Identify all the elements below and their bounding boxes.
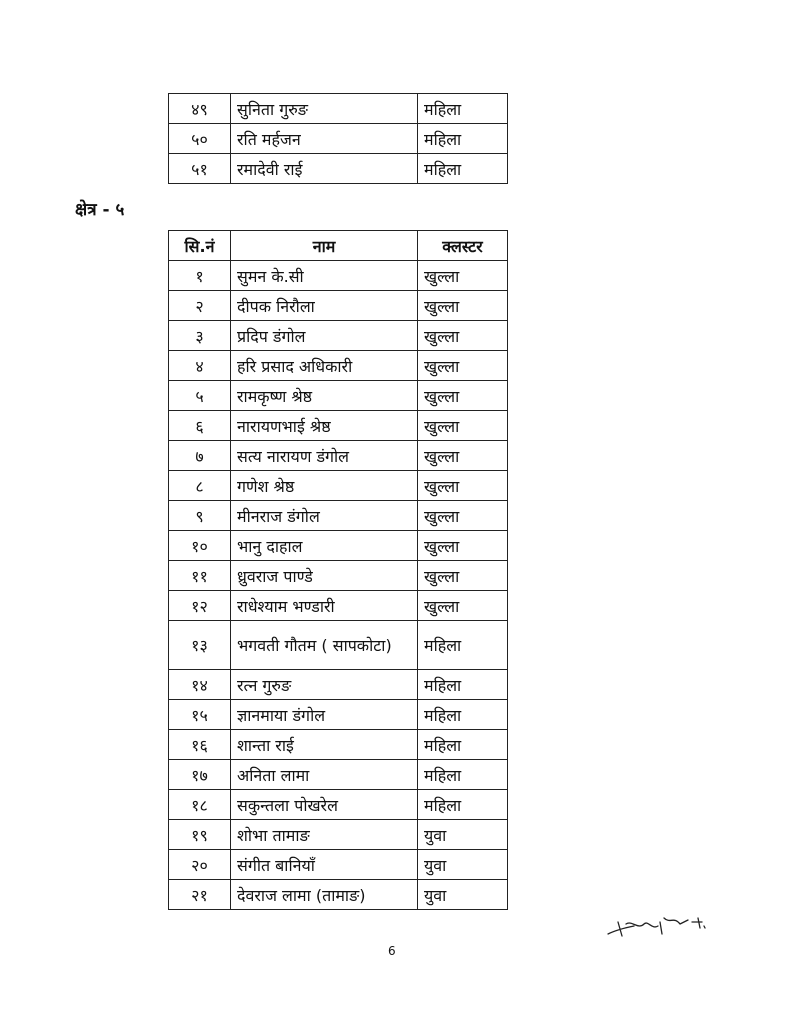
serial-number: २०	[169, 850, 231, 880]
table-row	[169, 94, 508, 124]
serial-number: ५१	[169, 154, 231, 184]
table-row	[169, 124, 508, 154]
member-cluster: खुल्ला	[418, 561, 508, 591]
table-row	[169, 561, 508, 591]
serial-number: ५०	[169, 124, 231, 154]
serial-number: १५	[169, 700, 231, 730]
member-cluster: खुल्ला	[418, 351, 508, 381]
member-cluster: युवा	[418, 880, 508, 910]
member-name: सकुन्तला पोखरेल	[231, 790, 418, 820]
serial-number: ८	[169, 471, 231, 501]
serial-number: २	[169, 291, 231, 321]
member-cluster: खुल्ला	[418, 321, 508, 351]
member-name: ध्रुवराज पाण्डे	[231, 561, 418, 591]
continued-member-table	[168, 93, 508, 184]
member-name: हरि प्रसाद अधिकारी	[231, 351, 418, 381]
member-name: रमादेवी राई	[231, 154, 418, 184]
table-row	[169, 351, 508, 381]
member-cluster: युवा	[418, 850, 508, 880]
table-row	[169, 261, 508, 291]
table-row	[169, 760, 508, 790]
serial-number: १३	[169, 621, 231, 670]
member-name: अनिता लामा	[231, 760, 418, 790]
member-name: मीनराज डंगोल	[231, 501, 418, 531]
table-header-row	[169, 231, 508, 261]
member-cluster: खुल्ला	[418, 291, 508, 321]
member-name: राधेश्याम भण्डारी	[231, 591, 418, 621]
member-cluster: खुल्ला	[418, 501, 508, 531]
serial-number: ११	[169, 561, 231, 591]
member-cluster: युवा	[418, 820, 508, 850]
member-name: ज्ञानमाया डंगोल	[231, 700, 418, 730]
table-row	[169, 790, 508, 820]
table-row	[169, 291, 508, 321]
member-cluster: महिला	[418, 760, 508, 790]
serial-number: १९	[169, 820, 231, 850]
serial-number: ३	[169, 321, 231, 351]
serial-number: १६	[169, 730, 231, 760]
section-5-member-table	[168, 230, 508, 910]
table-row	[169, 501, 508, 531]
member-cluster: खुल्ला	[418, 441, 508, 471]
table-row	[169, 471, 508, 501]
serial-number: १४	[169, 670, 231, 700]
table-row	[169, 730, 508, 760]
member-name: शोभा तामाङ	[231, 820, 418, 850]
member-name: नारायणभाई श्रेष्ठ	[231, 411, 418, 441]
serial-number: ७	[169, 441, 231, 471]
serial-number: ६	[169, 411, 231, 441]
member-cluster: महिला	[418, 790, 508, 820]
table-row	[169, 880, 508, 910]
table-row	[169, 381, 508, 411]
member-name: संगीत बानियाँ	[231, 850, 418, 880]
serial-number: १०	[169, 531, 231, 561]
column-header-name: नाम	[231, 231, 418, 261]
table-row	[169, 321, 508, 351]
serial-number: १२	[169, 591, 231, 621]
member-name: प्रदिप डंगोल	[231, 321, 418, 351]
member-name: दीपक निरौला	[231, 291, 418, 321]
table-row	[169, 411, 508, 441]
table-row	[169, 154, 508, 184]
member-name: सुनिता गुरुङ	[231, 94, 418, 124]
column-header-cluster: क्लस्टर	[418, 231, 508, 261]
member-name: भानु दाहाल	[231, 531, 418, 561]
member-cluster: महिला	[418, 94, 508, 124]
member-name: भगवती गौतम ( सापकोटा)	[231, 621, 418, 670]
member-cluster: महिला	[418, 730, 508, 760]
member-name: शान्ता राई	[231, 730, 418, 760]
member-name: देवराज लामा (तामाङ)	[231, 880, 418, 910]
serial-number: ९	[169, 501, 231, 531]
member-name: सत्य नारायण डंगोल	[231, 441, 418, 471]
column-header-serial: सि.नं	[169, 231, 231, 261]
member-cluster: खुल्ला	[418, 591, 508, 621]
member-name: सुमन के.सी	[231, 261, 418, 291]
member-cluster: खुल्ला	[418, 411, 508, 441]
signature	[604, 908, 709, 944]
serial-number: २१	[169, 880, 231, 910]
member-cluster: महिला	[418, 700, 508, 730]
member-cluster: महिला	[418, 670, 508, 700]
table-row	[169, 441, 508, 471]
member-name: रामकृष्ण श्रेष्ठ	[231, 381, 418, 411]
section-heading: क्षेत्र - ५	[75, 200, 125, 220]
serial-number: ५	[169, 381, 231, 411]
member-name: गणेश श्रेष्ठ	[231, 471, 418, 501]
member-cluster: खुल्ला	[418, 471, 508, 501]
member-cluster: खुल्ला	[418, 381, 508, 411]
table-row	[169, 670, 508, 700]
serial-number: १	[169, 261, 231, 291]
serial-number: ४	[169, 351, 231, 381]
table-row	[169, 591, 508, 621]
serial-number: १७	[169, 760, 231, 790]
table-row	[169, 621, 508, 670]
table-row	[169, 820, 508, 850]
member-cluster: खुल्ला	[418, 531, 508, 561]
member-cluster: महिला	[418, 621, 508, 670]
table-row	[169, 700, 508, 730]
member-name: रत्न गुरुङ	[231, 670, 418, 700]
member-name: रति मर्हजन	[231, 124, 418, 154]
member-cluster: महिला	[418, 154, 508, 184]
page-number: 6	[388, 944, 396, 958]
member-cluster: खुल्ला	[418, 261, 508, 291]
member-cluster: महिला	[418, 124, 508, 154]
serial-number: १८	[169, 790, 231, 820]
table-row	[169, 850, 508, 880]
serial-number: ४९	[169, 94, 231, 124]
table-row	[169, 531, 508, 561]
